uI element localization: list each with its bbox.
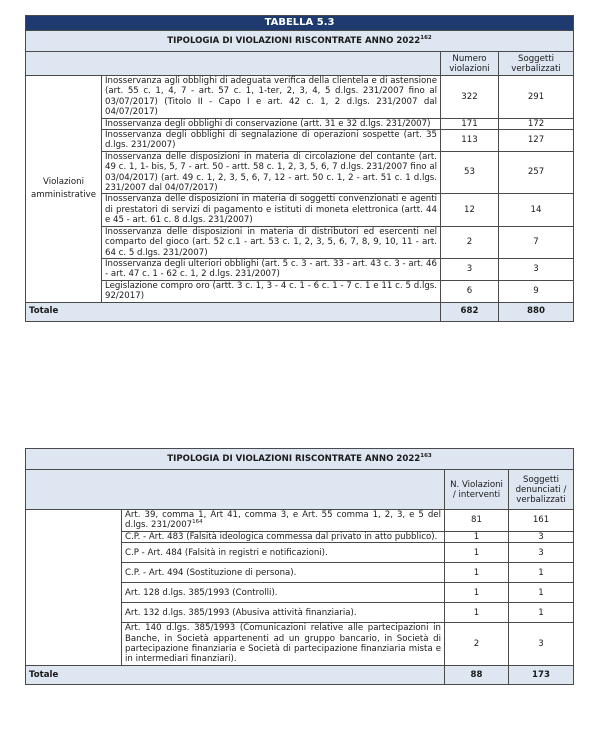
- row-violazioni: 53: [441, 151, 499, 194]
- row-violazioni: 2: [441, 226, 499, 258]
- row-violazioni: 1: [445, 563, 509, 583]
- category-label: Violazioni amministrative: [26, 76, 102, 303]
- table-row: [26, 226, 574, 258]
- row-violazioni: 1: [445, 531, 509, 542]
- column-header-blank: [26, 52, 441, 76]
- row-description: Inosservanza delle disposizioni in materia di circolazione del contante (art. 49 c. 1, 1- bis, 5, 7 - art. 50 - artt. 58 c. 1, 2, 3, 5, 6, 7 d.lgs. 231/2007 fino al 03/04/2017) (art. 49 c. 1, 2, 3, 5, 6, 7, 12 - art. 50 c. 1, 2 - art. 51 c. 1 d.lgs. 231/2007 dal 04/07/2017): [102, 151, 441, 194]
- row-soggetti: 127: [499, 130, 574, 152]
- table-violazioni-amministrative: [25, 15, 574, 322]
- row-description: C.P. - Art. 494 (Sostituzione di persona).: [122, 563, 445, 583]
- row-violazioni: 12: [441, 194, 499, 226]
- row-soggetti: 3: [509, 531, 574, 542]
- footnote-ref: 164: [192, 519, 203, 526]
- total-soggetti: 173: [509, 665, 574, 684]
- row-soggetti: 3: [509, 543, 574, 563]
- column-header-row: [26, 52, 574, 76]
- total-violazioni: 682: [441, 302, 499, 321]
- row-description-text: Art. 39, comma 1, Art 41, comma 3, e Art. 55 comma 1, 2, 3, e 5 del d.lgs. 231/2007: [125, 510, 441, 531]
- total-row: [26, 665, 574, 684]
- row-soggetti: 14: [499, 194, 574, 226]
- table-violazioni-penali: [25, 448, 574, 685]
- row-description: Inosservanza degli obblighi di segnalazione di operazioni sospette (art. 35 d.lgs. 231/2007): [102, 130, 441, 152]
- total-label: Totale: [26, 665, 445, 684]
- row-soggetti: 3: [509, 623, 574, 666]
- column-header-blank: [26, 470, 445, 510]
- row-violazioni: 3: [441, 258, 499, 280]
- footnote-ref: 162: [420, 34, 432, 41]
- table-row: [26, 258, 574, 280]
- row-soggetti: 172: [499, 118, 574, 129]
- row-description: Inosservanza delle disposizioni in materia di distributori ed esercenti nel comparto del gioco (art. 52 c.1 - art. 53 c. 1, 2, 3, 5, 6, 7, 8, 9, 10, 11 - art. 64 c. 5 d.lgs. 231/2007): [102, 226, 441, 258]
- column-header-row: [26, 470, 574, 510]
- row-violazioni: 171: [441, 118, 499, 129]
- column-header-violazioni: N. Violazioni / interventi: [445, 470, 509, 510]
- total-label: Totale: [26, 302, 441, 321]
- table-heading-row: [26, 449, 574, 470]
- category-blank: [26, 510, 122, 666]
- footnote-ref: 163: [420, 452, 432, 459]
- row-soggetti: 291: [499, 76, 574, 119]
- row-description: C.P - Art. 484 (Falsità in registri e notificazioni).: [122, 543, 445, 563]
- row-description: Legislazione compro oro (artt. 3 c. 1, 3 - 4 c. 1 - 6 c. 1 - 7 c. 1 e 11 c. 5 d.lgs. 92/2017): [102, 280, 441, 302]
- table-row: [26, 151, 574, 194]
- row-violazioni: 2: [445, 623, 509, 666]
- row-description: Art. 132 d.lgs. 385/1993 (Abusiva attività finanziaria).: [122, 603, 445, 623]
- row-soggetti: 161: [509, 510, 574, 532]
- row-violazioni: 6: [441, 280, 499, 302]
- row-description: Inosservanza degli ulteriori obblighi (art. 5 c. 3 - art. 33 - art. 43 c. 3 - art. 46 - art. 47 c. 1 - 62 c. 1, 2 d.lgs. 231/2007): [102, 258, 441, 280]
- total-violazioni: 88: [445, 665, 509, 684]
- table-row: [26, 510, 574, 532]
- table-heading: [26, 449, 574, 470]
- row-violazioni: 1: [445, 603, 509, 623]
- row-description: Inosservanza delle disposizioni in materia di soggetti convenzionati e agenti di prestatori di servizi di pagamento e istituti di moneta elettronica (artt. 44 e 45 - art. 61 c. 8 d.lgs. 231/2007): [102, 194, 441, 226]
- column-header-violazioni: Numero violazioni: [441, 52, 499, 76]
- table-banner: TABELLA 5.3: [26, 16, 574, 31]
- row-description: Inosservanza agli obblighi di adeguata verifica della clientela e di astensione (art. 55 c. 1, 4, 7 - art. 57 c. 1, 1-ter, 2, 3, 4, 5 d.lgs. 231/2007 fino al 03/07/2017) (Titolo II - Capo I e art. 42 c. 1, 2 d.lgs. 231/2007 dal 04/07/2017): [102, 76, 441, 119]
- table-heading-row: [26, 31, 574, 52]
- row-soggetti: 1: [509, 603, 574, 623]
- table-heading: [26, 31, 574, 52]
- row-soggetti: 9: [499, 280, 574, 302]
- table-row: [26, 194, 574, 226]
- row-soggetti: 1: [509, 563, 574, 583]
- table-row: [26, 280, 574, 302]
- total-row: [26, 302, 574, 321]
- row-soggetti: 7: [499, 226, 574, 258]
- table-heading-text: TIPOLOGIA DI VIOLAZIONI RISCONTRATE ANNO 2022: [167, 35, 421, 46]
- row-soggetti: 257: [499, 151, 574, 194]
- row-soggetti: 3: [499, 258, 574, 280]
- row-soggetti: 1: [509, 583, 574, 603]
- row-violazioni: 322: [441, 76, 499, 119]
- row-description: Inosservanza degli obblighi di conservazione (artt. 31 e 32 d.lgs. 231/2007): [102, 118, 441, 129]
- row-description: C.P. - Art. 483 (Falsità ideologica commessa dal privato in atto pubblico).: [122, 531, 445, 542]
- table-row: [26, 118, 574, 129]
- table-banner-row: [26, 16, 574, 31]
- row-violazioni: 1: [445, 543, 509, 563]
- row-description: Art. 128 d.lgs. 385/1993 (Controlli).: [122, 583, 445, 603]
- row-violazioni: 1: [445, 583, 509, 603]
- column-header-soggetti: Soggetti verbalizzati: [499, 52, 574, 76]
- column-header-soggetti: Soggetti denunciati / verbalizzati: [509, 470, 574, 510]
- row-violazioni: 81: [445, 510, 509, 532]
- table-row: [26, 130, 574, 152]
- row-violazioni: 113: [441, 130, 499, 152]
- row-description: [122, 510, 445, 532]
- table-row: [26, 76, 574, 119]
- total-soggetti: 880: [499, 302, 574, 321]
- table-heading-text: TIPOLOGIA DI VIOLAZIONI RISCONTRATE ANNO 2022: [167, 453, 421, 464]
- row-description: Art. 140 d.lgs. 385/1993 (Comunicazioni relative alle partecipazioni in Banche, in Società appartenenti ad un gruppo bancario, in Società di partecipazione finanziaria e Società di partecipazione finanziaria mista e in intermediari finanziari).: [122, 623, 445, 666]
